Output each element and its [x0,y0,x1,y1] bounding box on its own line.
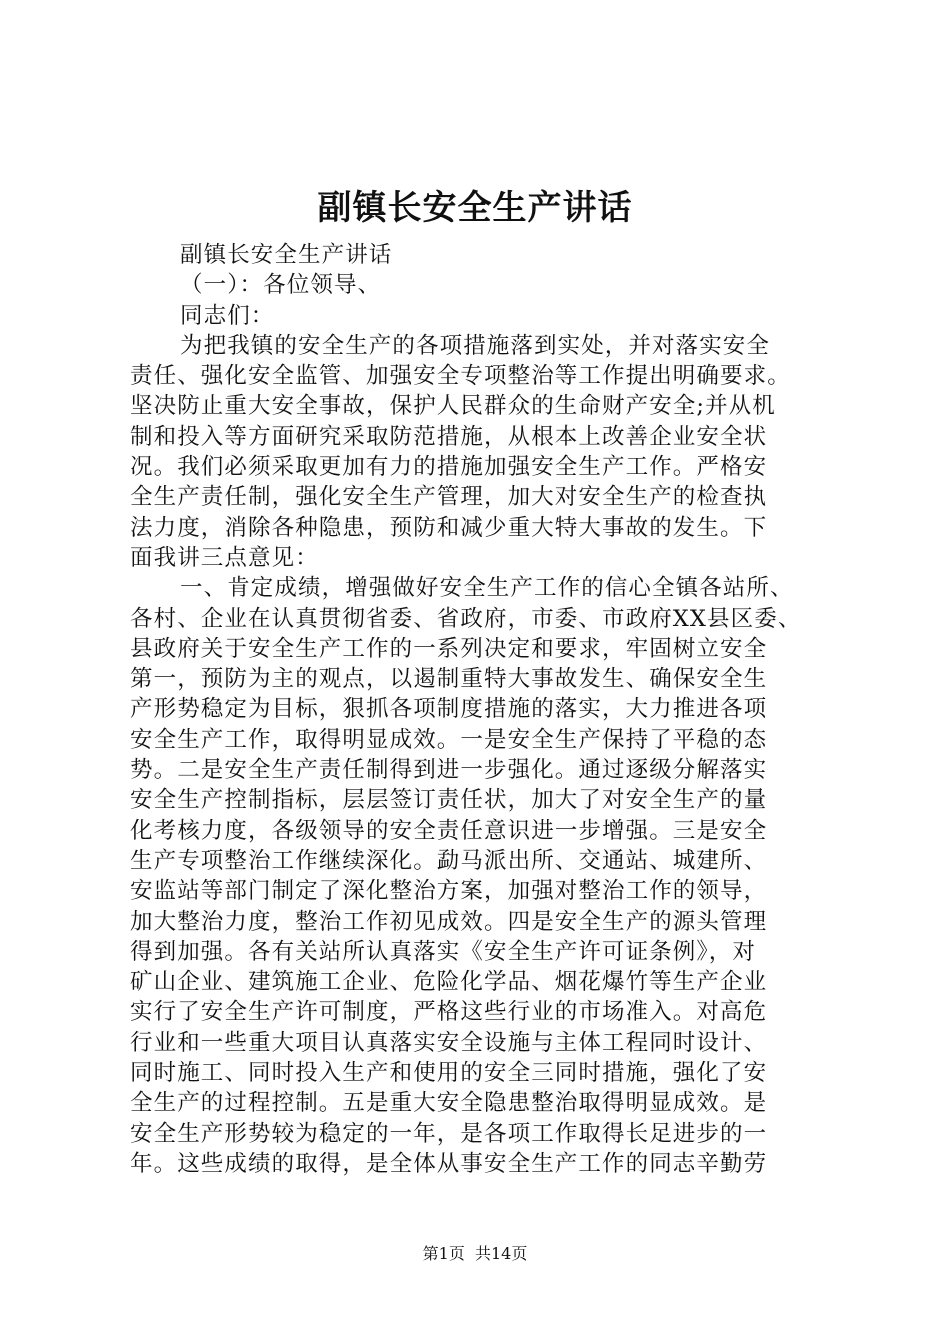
body-line: 化考核力度，各级领导的安全责任意识进一步增强。三是安全 [130,817,768,844]
body-line: 加大整治力度，整治工作初见成效。四是安全生产的源头管理 [130,908,768,935]
body-line: 县政府关于安全生产工作的一系列决定和要求，牢固树立安全 [130,635,768,662]
body-line: 制和投入等方面研究采取防范措施，从根本上改善企业安全状 [130,423,768,450]
body-line: （一）：各位领导、 [180,272,382,299]
body-line: 同时施工、同时投入生产和使用的安全三同时措施，强化了安 [130,1060,768,1087]
body-line: 副镇长安全生产讲话 [180,242,393,268]
body-line: 生产专项整治工作继续深化。勐马派出所、交通站、城建所、 [130,847,768,874]
body-line: 安全生产形势较为稳定的一年，是各项工作取得长足进步的一 [130,1120,768,1147]
body-line: 各村、企业在认真贯彻省委、省政府，市委、市政府XX县区委、 [130,605,802,632]
page-footer [0,1243,950,1265]
document-title: 副镇长安全生产讲话 [317,188,633,228]
body-line: 面我讲三点意见： [130,544,319,571]
body-line: 法力度，消除各种隐患，预防和减少重大特大事故的发生。下 [130,514,768,541]
body-line: 实行了安全生产许可制度，严格这些行业的市场准入。对高危 [130,999,768,1026]
body-line: 安全生产工作，取得明显成效。一是安全生产保持了平稳的态 [130,726,768,753]
body-line: 为把我镇的安全生产的各项措施落到实处，并对落实安全 [180,332,771,359]
body-line: 产形势稳定为目标，狠抓各项制度措施的落实，大力推进各项 [130,696,768,723]
document-body [130,240,834,1179]
body-line: 坚决防止重大安全事故，保护人民群众的生命财产安全;并从机 [130,393,776,420]
body-line: 责任、强化安全监管、加强安全专项整治等工作提出明确要求。 [130,363,791,390]
body-line: 势。二是安全生产责任制得到进一步强化。通过逐级分解落实 [130,757,768,784]
body-line: 一、肯定成绩，增强做好安全生产工作的信心全镇各站所、 [180,575,794,602]
body-line: 得到加强。各有关站所认真落实《安全生产许可证条例》，对 [130,938,756,965]
body-line: 行业和一些重大项目认真落实安全设施与主体工程同时设计、 [130,1029,768,1056]
body-line: 矿山企业、建筑施工企业、危险化学品、烟花爆竹等生产企业 [130,969,768,996]
body-line: 第一，预防为主的观点，以遏制重特大事故发生、确保安全生 [130,666,768,693]
page-number-label: 第1页 共14页 [422,1244,528,1263]
body-line: 安全生产控制指标，层层签订责任状，加大了对安全生产的量 [130,787,768,814]
body-line: 安监站等部门制定了深化整治方案，加强对整治工作的领导， [130,878,768,905]
body-line: 同志们： [180,302,275,329]
body-line: 况。我们必须采取更加有力的措施加强安全生产工作。严格安 [130,454,768,481]
body-line: 全生产责任制，强化安全生产管理，加大对安全生产的检查执 [130,484,768,511]
body-line: 全生产的过程控制。五是重大安全隐患整治取得明显成效。是 [130,1090,768,1117]
body-line: 年。这些成绩的取得，是全体从事安全生产工作的同志辛勤劳 [130,1150,768,1177]
